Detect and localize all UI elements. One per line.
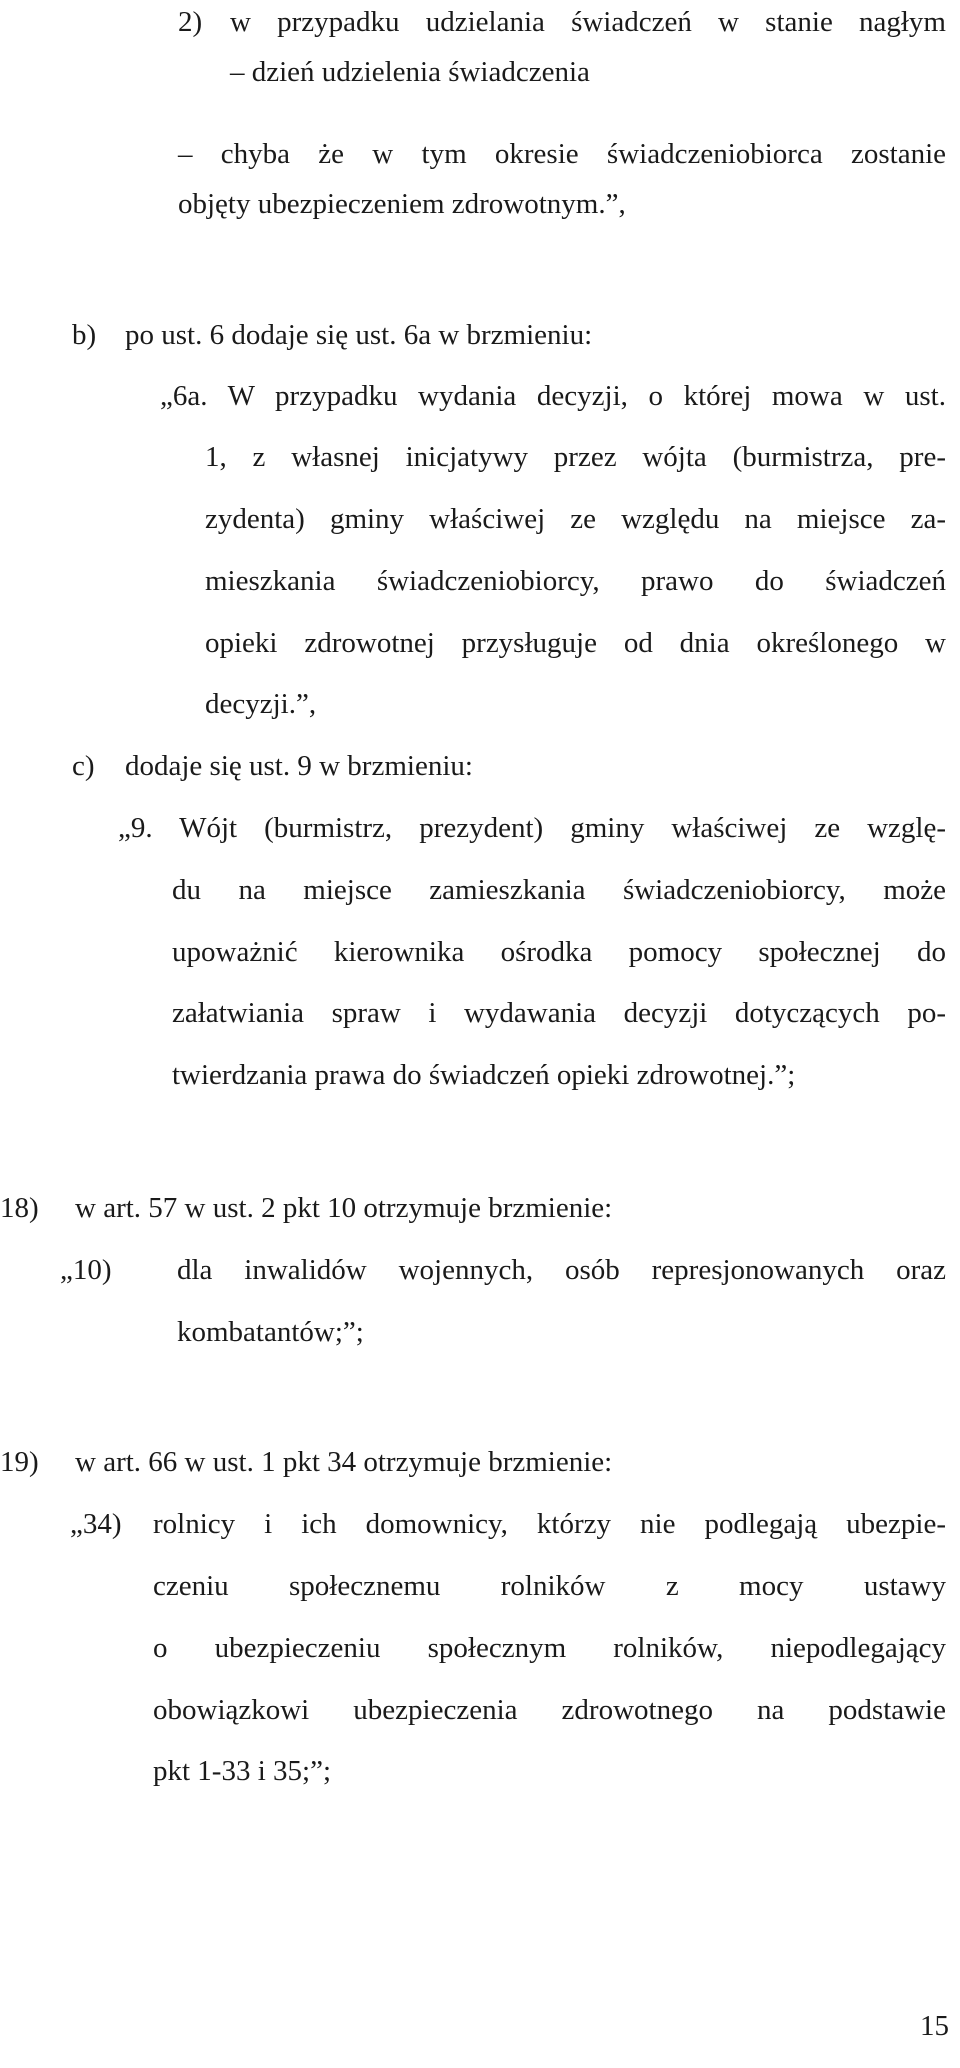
item-19-quote-number: „34)	[70, 1508, 122, 1540]
item-18-text: w art. 57 w ust. 2 pkt 10 otrzymuje brzmienie:	[75, 1192, 613, 1224]
item-b-quote-line: „6a. W przypadku wydania decyzji, o której mowa w ust.	[160, 380, 946, 412]
item-b-label: b)	[72, 319, 97, 351]
item-18-quote-line: kombatantów;”;	[177, 1316, 364, 1348]
item-b-text: po ust. 6 dodaje się ust. 6a w brzmieniu:	[125, 319, 593, 351]
item-18-quote-number: „10)	[60, 1254, 112, 1286]
item-c-quote-line: „9. Wójt (burmistrz, prezydent) gminy właściwej ze wzglę-	[118, 812, 946, 844]
item-b-quote-line: zydenta) gminy właściwej ze względu na miejsce za-	[205, 503, 946, 535]
item-19-text: w art. 66 w ust. 1 pkt 34 otrzymuje brzmienie:	[75, 1446, 613, 1478]
item-19-quote-line: pkt 1-33 i 35;”;	[153, 1755, 332, 1787]
item-b-quote-line: opieki zdrowotnej przysługuje od dnia określonego w	[205, 627, 946, 659]
item-2-dash-line: – dzień udzielenia świadczenia	[230, 56, 590, 88]
item-c-label: c)	[72, 750, 95, 782]
item-c-quote-line: załatwiania spraw i wydawania decyzji dotyczących po-	[172, 997, 946, 1029]
item-c-text: dodaje się ust. 9 w brzmieniu:	[125, 750, 473, 782]
page-number: 15	[920, 2010, 949, 2042]
item-b-quote-line: mieszkania świadczeniobiorcy, prawo do świadczeń	[205, 565, 946, 597]
item-c-quote-line: twierdzania prawa do świadczeń opieki zdrowotnej.”;	[172, 1059, 796, 1091]
item-c-quote-line: upoważnić kierownika ośrodka pomocy społecznej do	[172, 936, 946, 968]
item-2-tail-line-2: objęty ubezpieczeniem zdrowotnym.”,	[178, 188, 626, 220]
item-2-tail-line-1: – chyba że w tym okresie świadczeniobiorca zostanie	[178, 138, 946, 170]
item-19-quote-line: o ubezpieczeniu społecznym rolników, niepodlegający	[153, 1632, 946, 1664]
item-c-quote-line: du na miejsce zamieszkania świadczeniobiorcy, może	[172, 874, 946, 906]
item-19-number: 19)	[0, 1446, 39, 1478]
item-b-quote-line: 1, z własnej inicjatywy przez wójta (burmistrza, pre-	[205, 441, 946, 473]
item-19-quote-line: czeniu społecznemu rolników z mocy ustawy	[153, 1570, 946, 1602]
item-18-quote-line: dla inwalidów wojennych, osób represjonowanych oraz	[177, 1254, 946, 1286]
item-19-quote-line: obowiązkowi ubezpieczenia zdrowotnego na podstawie	[153, 1694, 946, 1726]
item-2-number: 2)	[178, 6, 203, 38]
item-2-text: w przypadku udzielania świadczeń w stanie nagłym	[230, 6, 946, 38]
item-19-quote-line: rolnicy i ich domownicy, którzy nie podlegają ubezpie-	[153, 1508, 946, 1540]
item-18-number: 18)	[0, 1192, 39, 1224]
item-b-quote-line: decyzji.”,	[205, 688, 317, 720]
